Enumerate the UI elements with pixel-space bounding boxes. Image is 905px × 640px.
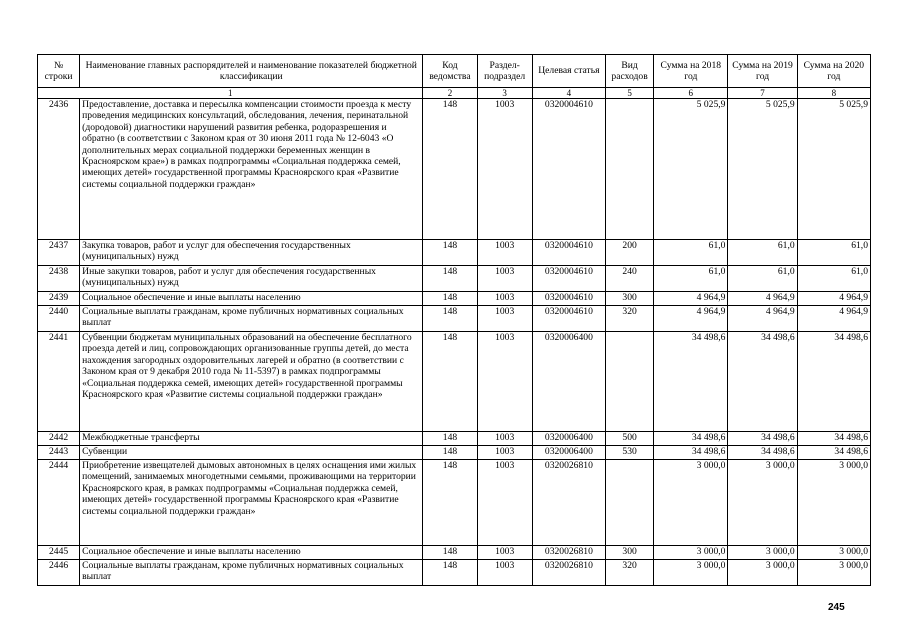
row-target-item: 0320026810 bbox=[532, 560, 605, 586]
row-section: 1003 bbox=[477, 306, 532, 332]
row-sum-2018: 34 498,6 bbox=[654, 432, 728, 446]
row-dept-code: 148 bbox=[423, 546, 477, 560]
row-sum-2020: 4 964,9 bbox=[797, 306, 870, 332]
row-target-item: 0320006400 bbox=[532, 446, 605, 460]
row-expense-type bbox=[606, 332, 654, 432]
row-section: 1003 bbox=[477, 560, 532, 586]
column-number: 7 bbox=[728, 88, 797, 99]
row-target-item: 0320004610 bbox=[532, 240, 605, 266]
row-expense-type: 500 bbox=[606, 432, 654, 446]
row-sum-2019: 34 498,6 bbox=[728, 332, 797, 432]
column-number: 4 bbox=[532, 88, 605, 99]
row-sum-2019: 61,0 bbox=[728, 266, 797, 292]
column-number: 8 bbox=[797, 88, 870, 99]
row-name: Субвенции bbox=[80, 446, 423, 460]
row-section: 1003 bbox=[477, 266, 532, 292]
page-number: 245 bbox=[828, 602, 845, 613]
row-target-item: 0320006400 bbox=[532, 432, 605, 446]
row-expense-type: 200 bbox=[606, 240, 654, 266]
header-expense-type: Вид расходов bbox=[606, 55, 654, 88]
header-section: Раздел-подраздел bbox=[477, 55, 532, 88]
row-target-item: 0320004610 bbox=[532, 306, 605, 332]
row-section: 1003 bbox=[477, 99, 532, 240]
column-number: 3 bbox=[477, 88, 532, 99]
row-section: 1003 bbox=[477, 446, 532, 460]
row-expense-type bbox=[606, 460, 654, 546]
table-row bbox=[38, 99, 871, 240]
header-target-item: Целевая статья bbox=[532, 55, 605, 88]
row-sum-2019: 4 964,9 bbox=[728, 306, 797, 332]
row-sum-2018: 34 498,6 bbox=[654, 332, 728, 432]
row-name: Предоставление, доставка и пересылка компенсации стоимости проезда к месту проведения медицинских консультаций, обследования, лечения, перинатальной (дородовой) диагностики нарушений развития ребенка, родоразрешения и обратно (в соответствии с Законом края от 30 июня 2011 года № 12-6043 «О дополнительных мерах социальной поддержки беременных женщин в Красноярском крае») в рамках подпрограммы «Социальная поддержка семей, имеющих детей» государственной программы Красноярского края «Развитие системы социальной поддержки граждан» bbox=[80, 99, 423, 240]
row-expense-type bbox=[606, 99, 654, 240]
header-row-number: № строки bbox=[38, 55, 80, 88]
row-sum-2020: 61,0 bbox=[797, 266, 870, 292]
table-row bbox=[38, 240, 871, 266]
row-number: 2436 bbox=[38, 99, 80, 240]
table-row bbox=[38, 460, 871, 546]
table-row bbox=[38, 332, 871, 432]
row-sum-2018: 5 025,9 bbox=[654, 99, 728, 240]
row-number: 2444 bbox=[38, 460, 80, 546]
row-number: 2438 bbox=[38, 266, 80, 292]
row-sum-2019: 5 025,9 bbox=[728, 99, 797, 240]
header-sum-2018: Сумма на 2018 год bbox=[654, 55, 728, 88]
table-row bbox=[38, 446, 871, 460]
row-number: 2442 bbox=[38, 432, 80, 446]
row-sum-2020: 34 498,6 bbox=[797, 446, 870, 460]
row-sum-2018: 61,0 bbox=[654, 266, 728, 292]
row-name: Иные закупки товаров, работ и услуг для обеспечения государственных (муниципальных) нужд bbox=[80, 266, 423, 292]
header-sum-2019: Сумма на 2019 год bbox=[728, 55, 797, 88]
column-numbering-row bbox=[38, 88, 871, 99]
row-section: 1003 bbox=[477, 240, 532, 266]
row-number: 2439 bbox=[38, 292, 80, 306]
row-expense-type: 240 bbox=[606, 266, 654, 292]
row-section: 1003 bbox=[477, 432, 532, 446]
row-dept-code: 148 bbox=[423, 99, 477, 240]
row-sum-2018: 3 000,0 bbox=[654, 560, 728, 586]
row-dept-code: 148 bbox=[423, 432, 477, 446]
row-name: Социальное обеспечение и иные выплаты населению bbox=[80, 546, 423, 560]
row-target-item: 0320026810 bbox=[532, 546, 605, 560]
row-sum-2019: 34 498,6 bbox=[728, 446, 797, 460]
table-row bbox=[38, 546, 871, 560]
row-sum-2019: 3 000,0 bbox=[728, 546, 797, 560]
row-name: Субвенции бюджетам муниципальных образований на обеспечение бесплатного проезда детей и лиц, сопровождающих организованные группы детей, до места нахождения загородных оздоровительных лагерей и обратно (в соответствии с Законом края от 9 декабря 2010 года № 11-5397) в рамках подпрограммы «Социальная поддержка семей, имеющих детей» государственной программы Красноярского края «Развитие системы социальной поддержки граждан» bbox=[80, 332, 423, 432]
row-sum-2020: 3 000,0 bbox=[797, 546, 870, 560]
row-number: 2437 bbox=[38, 240, 80, 266]
row-name: Социальные выплаты гражданам, кроме публичных нормативных социальных выплат bbox=[80, 306, 423, 332]
row-target-item: 0320004610 bbox=[532, 292, 605, 306]
row-sum-2019: 3 000,0 bbox=[728, 560, 797, 586]
row-name: Социальное обеспечение и иные выплаты населению bbox=[80, 292, 423, 306]
row-number: 2446 bbox=[38, 560, 80, 586]
row-number: 2441 bbox=[38, 332, 80, 432]
row-sum-2019: 4 964,9 bbox=[728, 292, 797, 306]
table-header-row bbox=[38, 55, 871, 88]
row-name: Закупка товаров, работ и услуг для обеспечения государственных (муниципальных) нужд bbox=[80, 240, 423, 266]
row-dept-code: 148 bbox=[423, 332, 477, 432]
header-dept-code: Код ведомства bbox=[423, 55, 477, 88]
row-number: 2440 bbox=[38, 306, 80, 332]
row-sum-2020: 61,0 bbox=[797, 240, 870, 266]
header-name: Наименование главных распорядителей и наименование показателей бюджетной классификации bbox=[80, 55, 423, 88]
table-row bbox=[38, 292, 871, 306]
row-expense-type: 320 bbox=[606, 560, 654, 586]
row-sum-2019: 3 000,0 bbox=[728, 460, 797, 546]
row-dept-code: 148 bbox=[423, 292, 477, 306]
row-sum-2020: 34 498,6 bbox=[797, 332, 870, 432]
row-section: 1003 bbox=[477, 546, 532, 560]
row-sum-2018: 61,0 bbox=[654, 240, 728, 266]
row-dept-code: 148 bbox=[423, 460, 477, 546]
row-dept-code: 148 bbox=[423, 266, 477, 292]
row-name: Межбюджетные трансферты bbox=[80, 432, 423, 446]
table-row bbox=[38, 306, 871, 332]
row-expense-type: 300 bbox=[606, 292, 654, 306]
row-target-item: 0320004610 bbox=[532, 99, 605, 240]
row-section: 1003 bbox=[477, 332, 532, 432]
row-sum-2020: 4 964,9 bbox=[797, 292, 870, 306]
column-number: 5 bbox=[606, 88, 654, 99]
row-dept-code: 148 bbox=[423, 560, 477, 586]
row-expense-type: 320 bbox=[606, 306, 654, 332]
row-sum-2020: 5 025,9 bbox=[797, 99, 870, 240]
row-dept-code: 148 bbox=[423, 240, 477, 266]
row-sum-2020: 34 498,6 bbox=[797, 432, 870, 446]
column-number: 6 bbox=[654, 88, 728, 99]
row-sum-2020: 3 000,0 bbox=[797, 560, 870, 586]
column-number: 2 bbox=[423, 88, 477, 99]
row-sum-2018: 4 964,9 bbox=[654, 306, 728, 332]
row-target-item: 0320026810 bbox=[532, 460, 605, 546]
row-sum-2018: 3 000,0 bbox=[654, 546, 728, 560]
row-sum-2018: 34 498,6 bbox=[654, 446, 728, 460]
row-dept-code: 148 bbox=[423, 446, 477, 460]
row-sum-2019: 34 498,6 bbox=[728, 432, 797, 446]
row-name: Социальные выплаты гражданам, кроме публичных нормативных социальных выплат bbox=[80, 560, 423, 586]
row-name: Приобретение извещателей дымовых автономных в целях оснащения ими жилых помещений, занимаемых многодетными семьями, проживающими на территории Красноярского края, в рамках подпрограммы «Социальная поддержка семей, имеющих детей» государственной программы Красноярского края «Развитие системы социальной поддержки граждан» bbox=[80, 460, 423, 546]
row-target-item: 0320004610 bbox=[532, 266, 605, 292]
row-sum-2018: 4 964,9 bbox=[654, 292, 728, 306]
table-row bbox=[38, 560, 871, 586]
row-expense-type: 300 bbox=[606, 546, 654, 560]
table-body bbox=[38, 99, 871, 586]
table-row bbox=[38, 432, 871, 446]
row-sum-2018: 3 000,0 bbox=[654, 460, 728, 546]
table-row bbox=[38, 266, 871, 292]
row-expense-type: 530 bbox=[606, 446, 654, 460]
row-section: 1003 bbox=[477, 460, 532, 546]
budget-table bbox=[37, 54, 871, 586]
row-dept-code: 148 bbox=[423, 306, 477, 332]
header-sum-2020: Сумма на 2020 год bbox=[797, 55, 870, 88]
row-target-item: 0320006400 bbox=[532, 332, 605, 432]
row-section: 1003 bbox=[477, 292, 532, 306]
row-sum-2019: 61,0 bbox=[728, 240, 797, 266]
row-sum-2020: 3 000,0 bbox=[797, 460, 870, 546]
column-number: 1 bbox=[38, 88, 423, 99]
row-number: 2445 bbox=[38, 546, 80, 560]
row-number: 2443 bbox=[38, 446, 80, 460]
